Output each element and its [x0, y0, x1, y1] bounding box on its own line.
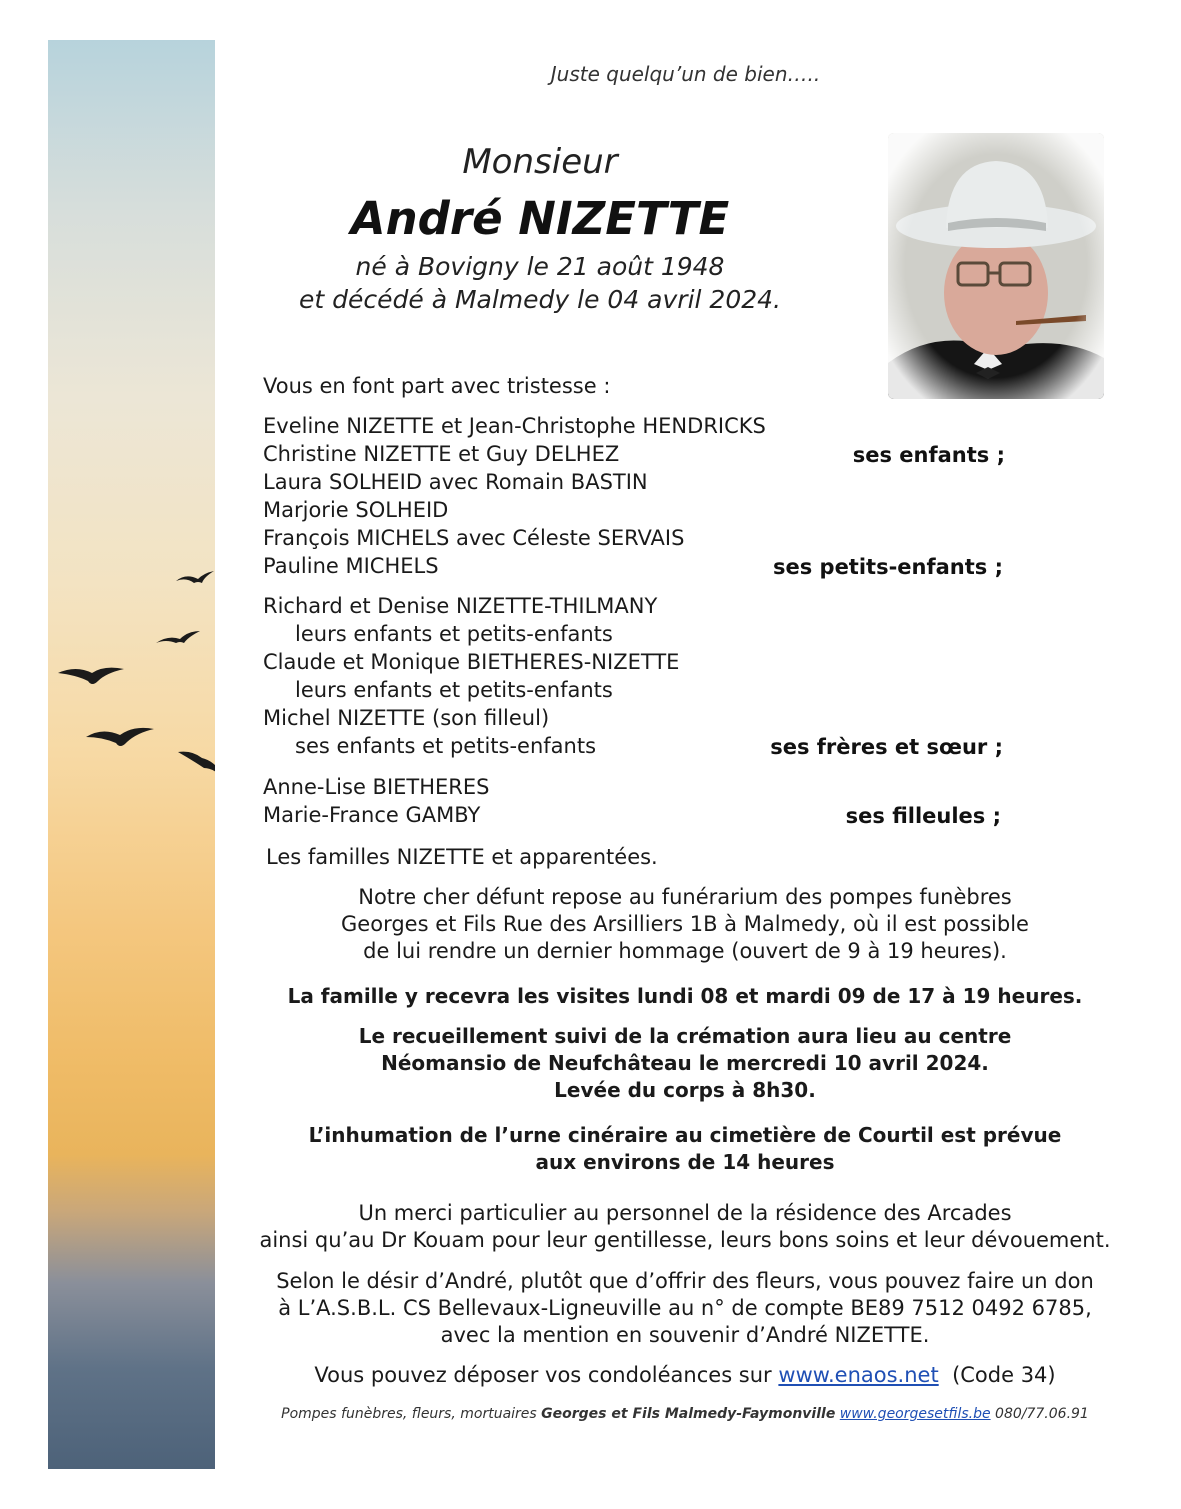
- footer-company: Georges et Fils Malmedy-Faymonville: [541, 1406, 836, 1422]
- repose-text: [220, 884, 1150, 965]
- relation-label: ses filleules ;: [845, 804, 1001, 828]
- family-name: Richard et Denise NIZETTE-THILMANY: [263, 594, 658, 618]
- ceremony-text: [220, 1023, 1150, 1104]
- family-name: Michel NIZETTE (son filleul): [263, 706, 550, 730]
- family-name: leurs enfants et petits-enfants: [295, 678, 613, 702]
- death-line: et décédé à Malmedy le 04 avril 2024.: [299, 285, 781, 314]
- family-intro: Vous en font part avec tristesse :: [263, 374, 611, 398]
- donation-line: avec la mention en souvenir d’André NIZETTE.: [440, 1323, 930, 1347]
- family-name: Christine NIZETTE et Guy DELHEZ: [263, 442, 620, 466]
- portrait-photo: [888, 133, 1104, 399]
- donation-line: à L’A.S.B.L. CS Bellevaux-Ligneuville au n° de compte BE89 7512 0492 6785,: [278, 1296, 1092, 1320]
- footer-prefix: Pompes funèbres, fleurs, mortuaires: [281, 1406, 537, 1422]
- thanks-line: Un merci particulier au personnel de la résidence des Arcades: [358, 1201, 1012, 1225]
- ceremony-line: Levée du corps à 8h30.: [554, 1078, 816, 1102]
- birth-line: né à Bovigny le 21 août 1948: [355, 252, 725, 281]
- footer-phone: 080/77.06.91: [995, 1406, 1089, 1422]
- condolences-prefix: Vous pouvez déposer vos condoléances sur: [314, 1363, 772, 1387]
- birds-icon: [48, 40, 215, 1469]
- family-name: Marjorie SOLHEID: [263, 498, 449, 522]
- relation-label: ses petits-enfants ;: [772, 555, 1003, 579]
- footer: [220, 1406, 1150, 1422]
- tagline: Juste quelqu’un de bien…..: [550, 62, 821, 86]
- condolences-line: [220, 1362, 1150, 1389]
- donation-text: [220, 1268, 1150, 1349]
- ceremony-line: Le recueillement suivi de la crémation aura lieu au centre: [358, 1024, 1012, 1048]
- repose-line: Notre cher défunt repose au funérarium des pompes funèbres: [358, 885, 1012, 909]
- relation-label: ses frères et sœur ;: [770, 735, 1003, 759]
- condolences-code: (Code 34): [952, 1363, 1056, 1387]
- burial-text: [220, 1122, 1150, 1176]
- repose-line: Georges et Fils Rue des Arsilliers 1B à Malmedy, où il est possible: [341, 912, 1029, 936]
- relation-label: ses enfants ;: [852, 443, 1005, 467]
- family-name: Claude et Monique BIETHERES-NIZETTE: [263, 650, 680, 674]
- deceased-name: André NIZETTE: [350, 192, 730, 245]
- family-name: Eveline NIZETTE et Jean-Christophe HENDRICKS: [263, 414, 766, 438]
- family-name: Laura SOLHEID avec Romain BASTIN: [263, 470, 648, 494]
- ceremony-line: Néomansio de Neufchâteau le mercredi 10 avril 2024.: [381, 1051, 989, 1075]
- burial-line: aux environs de 14 heures: [535, 1150, 835, 1174]
- burial-line: L’inhumation de l’urne cinéraire au cimetière de Courtil est prévue: [308, 1123, 1062, 1147]
- condolences-link[interactable]: www.enaos.net: [778, 1363, 939, 1387]
- family-closing: Les familles NIZETTE et apparentées.: [266, 845, 658, 869]
- family-name: ses enfants et petits-enfants: [295, 734, 597, 758]
- family-name: Marie-France GAMBY: [263, 803, 481, 827]
- thanks-text: [220, 1200, 1150, 1254]
- visits-text: La famille y recevra les visites lundi 08 et mardi 09 de 17 à 19 heures.: [287, 984, 1083, 1008]
- family-name: leurs enfants et petits-enfants: [295, 622, 613, 646]
- sky-sidebar-image: [48, 40, 215, 1469]
- honorific: Monsieur: [462, 142, 618, 182]
- family-name: Pauline MICHELS: [263, 554, 439, 578]
- donation-line: Selon le désir d’André, plutôt que d’offrir des fleurs, vous pouvez faire un don: [276, 1269, 1094, 1293]
- footer-website-link[interactable]: www.georgesetfils.be: [839, 1406, 991, 1422]
- family-name: Anne-Lise BIETHERES: [263, 775, 490, 799]
- repose-line: de lui rendre un dernier hommage (ouvert de 9 à 19 heures).: [363, 939, 1007, 963]
- thanks-line: ainsi qu’au Dr Kouam pour leur gentillesse, leurs bons soins et leur dévouement.: [259, 1228, 1111, 1252]
- family-name: François MICHELS avec Céleste SERVAIS: [263, 526, 685, 550]
